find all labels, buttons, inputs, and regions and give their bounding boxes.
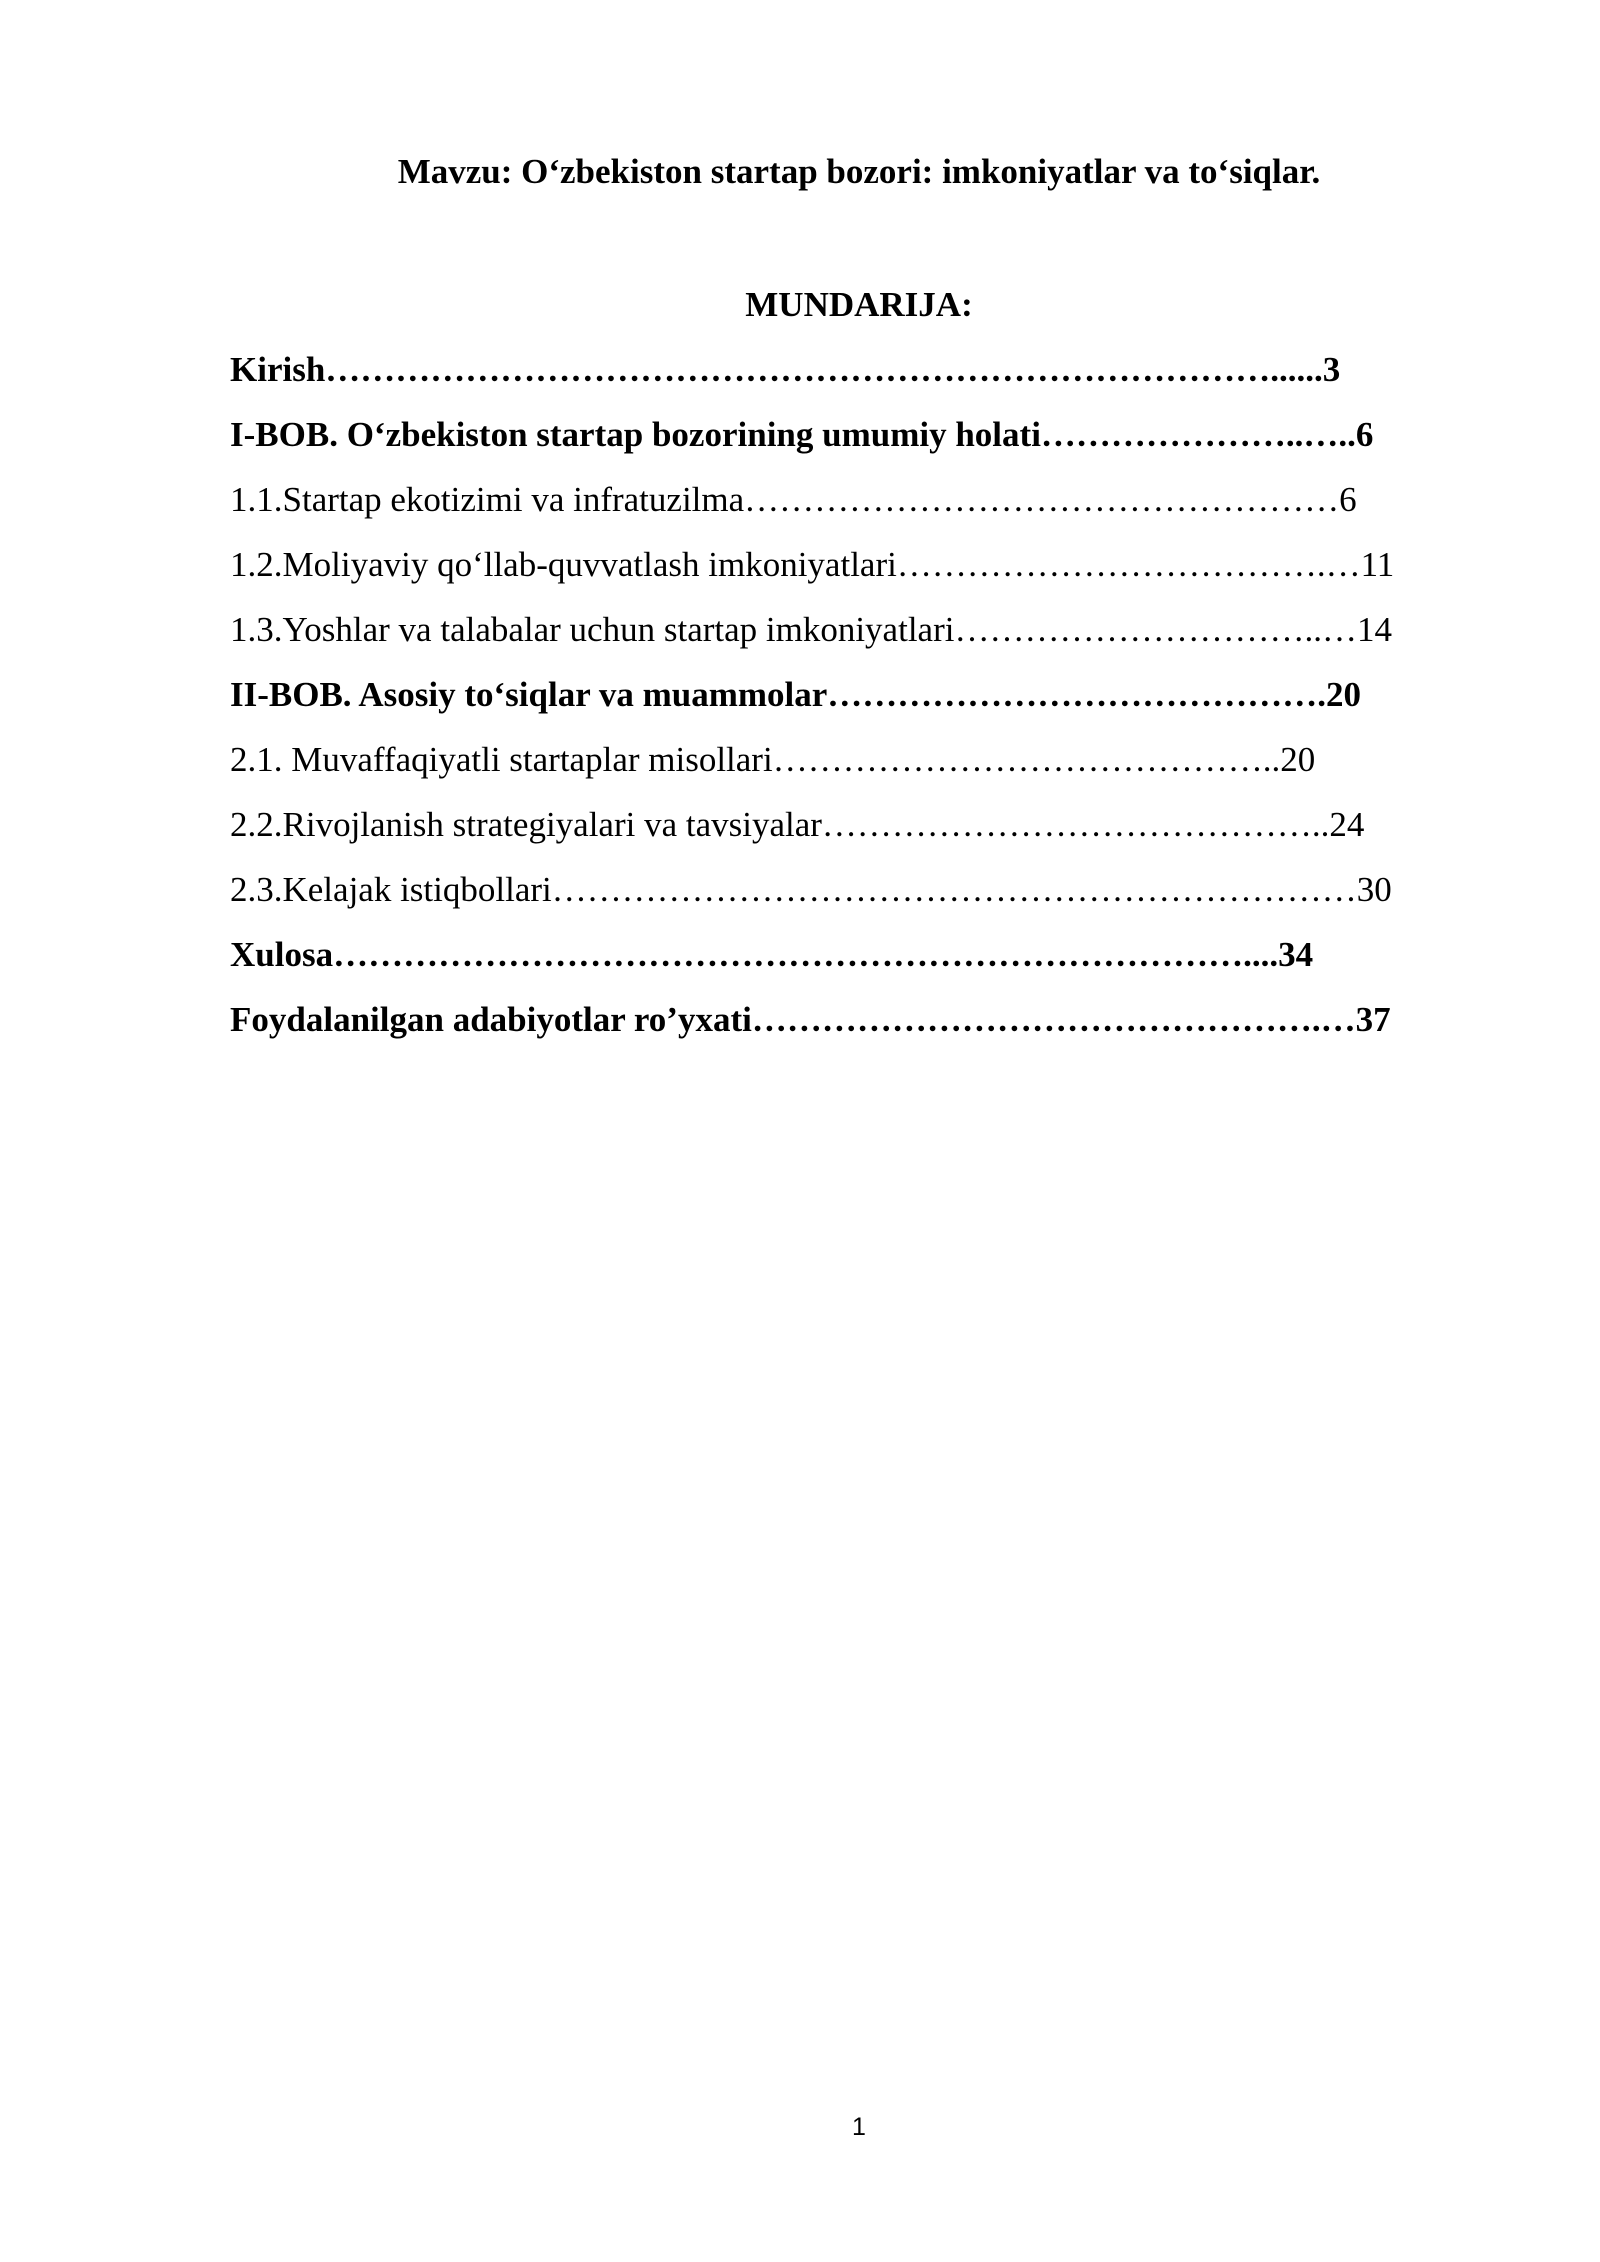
page-number: 1 <box>852 2113 866 2141</box>
toc-entry-xulosa: Xulosa……………………………………………………………………....34 <box>230 935 1314 974</box>
toc-entry-2-1: 2.1. Muvaffaqiyatli startaplar misollari……………………………………..20 <box>230 740 1316 779</box>
toc-entry-1-1: 1.1.Startap ekotizimi va infratuzilma……………………………………………6 <box>230 480 1357 519</box>
toc-entry-chapter-2: II-BOB. Asosiy to‘siqlar va muammolar…………………………………….20 <box>230 675 1362 714</box>
toc-entry-2-2: 2.2.Rivojlanish strategiyalari va tavsiyalar……………………………………..24 <box>230 805 1365 844</box>
toc-entry-kirish: Kirish………………………………………………………………………......3 <box>230 350 1341 389</box>
document-title: Mavzu: O‘zbekiston startap bozori: imkoniyatlar va to‘siqlar. <box>397 152 1321 191</box>
toc-entry-2-3: 2.3.Kelajak istiqbollari……………………………………………………………30 <box>230 870 1392 909</box>
toc-entry-1-3: 1.3.Yoshlar va talabalar uchun startap imkoniyatlari…………………………..…14 <box>230 610 1392 649</box>
toc-entry-1-2: 1.2.Moliyaviy qo‘llab-quvvatlash imkoniyatlari……………………………….…11 <box>230 545 1395 584</box>
table-of-contents <box>230 348 1530 1063</box>
toc-entry-references: Foydalanilgan adabiyotlar ro’yxati………………………………………….…37 <box>230 1000 1391 1039</box>
toc-entry-chapter-1: I-BOB. O‘zbekiston startap bozorining umumiy holati…………………..…..6 <box>230 415 1374 454</box>
toc-heading: MUNDARIJA: <box>745 285 973 324</box>
